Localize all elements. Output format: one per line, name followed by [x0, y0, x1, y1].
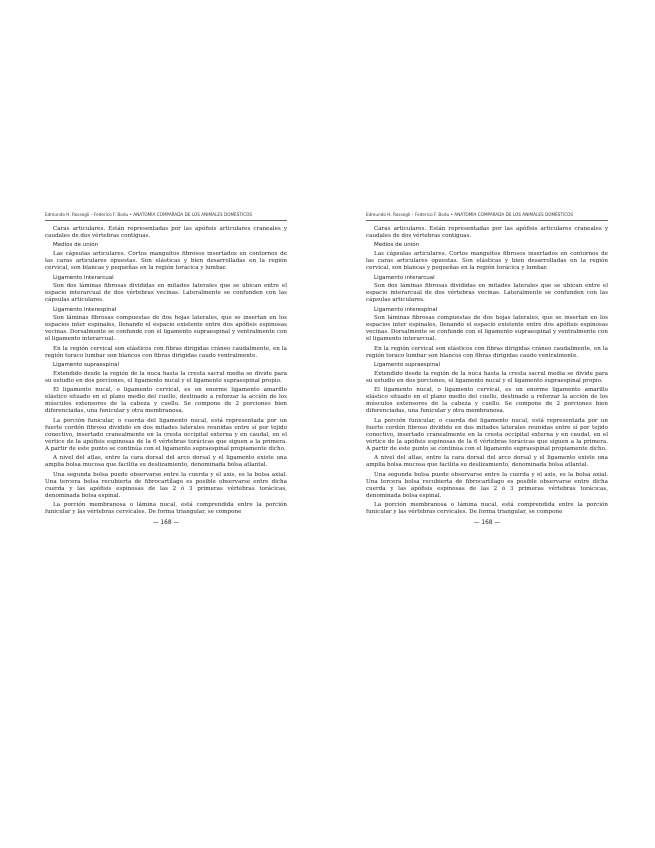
paragraph: La porción membranosa o lámina nucal, está comprendida entre la porción funicular y las vértebras cervicales. De forma triangular, se compone [45, 502, 287, 516]
paragraph: El ligamento nucal, o ligamento cervical, es un enorme ligamento amarillo elástico situado en el plano medio del cuello, destinado a reforzar la acción de los músculos extensores de la cabeza y cuello. Se compone de 2 porciones bien diferenciadas, una funicular y otra membranosa. [45, 387, 287, 415]
section-heading: Medios de unión [53, 242, 99, 249]
paragraph: Son dos láminas fibrosas divididas en mitades laterales que se ubican entre el espacio interarcual de dos vértebras vecinas. Lateralmente se confunden con las cápsulas articulares. [45, 283, 287, 304]
paragraph: El ligamento nucal, o ligamento cervical, es un enorme ligamento amarillo elástico situado en el plano medio del cuello, destinado a reforzar la acción de los músculos extensores de la cabeza y cuello. Se compone de 2 porciones bien diferenciadas, una funicular y otra membranosa. [366, 387, 608, 415]
right-page [366, 212, 608, 526]
page-body [45, 226, 287, 516]
paragraph: En la región cervical son elásticos con fibras dirigidas cráneo caudalmente, en la región toraco lumbar son blancos con fibras dirigidas caudo ventralmente. [366, 345, 608, 359]
paragraph: En la región cervical son elásticos con fibras dirigidas cráneo caudalmente, en la región toraco lumbar son blancos con fibras dirigidas caudo ventralmente. [45, 345, 287, 359]
section-heading: Ligamento supraespinal [374, 362, 441, 369]
section-heading: Ligamento interarcual [374, 274, 435, 281]
paragraph: Caras articulares. Están representadas por las apófisis articulares craneales y caudales de dos vértebras contiguas. [366, 226, 608, 240]
paragraph: Las cápsulas articulares. Cortos manguitos fibrosos insertados en contornos de las caras articulares opuestas. Son elásticas y bien desarrolladas en la región cervical, son blancas y pequeñas en la región torácica y lumbar. [366, 250, 608, 272]
page-body [366, 226, 608, 516]
section-heading: Ligamento interarcual [53, 274, 114, 281]
running-head: Edmundo H. Rossegli – Federico F. Bodu • ANATOMÍA COMPARADA DE LOS ANIMALES DOMÉSTICOS [366, 212, 608, 221]
paragraph: Una segunda bolsa puede observarse entre la cuerda y el axis, es la bolsa axial. Una tercera bolsa recubierta de fibrocartílago es posible observarse entre dicha cuerda y las apófisis espinosas de las 2 ó 3 primeras vértebras torácicas, denominada bolsa espinal. [366, 471, 608, 499]
paragraph: A nivel del atlas, entre la cara dorsal del arco dorsal y el ligamento existe una amplia bolsa mucosa que facilita su deslizamiento, denominada bolsa atlantal. [45, 455, 287, 469]
paragraph: La porción membranosa o lámina nucal, está comprendida entre la porción funicular y las vértebras cervicales. De forma triangular, se compone [366, 502, 608, 516]
paragraph: Caras articulares. Están representadas por las apófisis articulares craneales y caudales de dos vértebras contiguas. [45, 226, 287, 240]
page-number: — 168 — [473, 520, 501, 527]
section-heading: Ligamento interespinal [374, 306, 438, 313]
paragraph: Extendido desde la región de la nuca hasta la cresta sacral media se divide para su estudio en dos porciones, el ligamento nucal y el ligamento supraespinal propio. [45, 370, 287, 384]
running-head: Edmundo H. Rossegli – Federico F. Bodu • ANATOMÍA COMPARADA DE LOS ANIMALES DOMÉSTICOS [45, 212, 287, 221]
section-heading: Medios de unión [374, 242, 420, 249]
page-number: — 168 — [152, 520, 180, 527]
section-heading: Ligamento interespinal [53, 306, 117, 313]
paragraph: Son láminas fibrosas compuestas de dos hojas laterales, que se insertan en los espacios inter espinales, llenando el espacio existente entre dos apófisis espinosas vecinas. Dorsalmente se confunde con el ligamento supraespinal y ventralmente con el ligamento interarcual. [366, 315, 608, 343]
paragraph: Una segunda bolsa puede observarse entre la cuerda y el axis, es la bolsa axial. Una tercera bolsa recubierta de fibrocartílago es posible observarse entre dicha cuerda y las apófisis espinosas de las 2 ó 3 primeras vértebras torácicas, denominada bolsa espinal. [45, 471, 287, 499]
paragraph: Las cápsulas articulares. Cortos manguitos fibrosos insertados en contornos de las caras articulares opuestas. Son elásticas y bien desarrolladas en la región cervical, son blancas y pequeñas en la región torácica y lumbar. [45, 250, 287, 272]
left-page [45, 212, 287, 526]
paragraph: A nivel del atlas, entre la cara dorsal del arco dorsal y el ligamento existe una amplia bolsa mucosa que facilita su deslizamiento, denominada bolsa atlantal. [366, 455, 608, 469]
paragraph: Son láminas fibrosas compuestas de dos hojas laterales, que se insertan en los espacios inter espinales, llenando el espacio existente entre dos apófisis espinosas vecinas. Dorsalmente se confunde con el ligamento supraespinal y ventralmente con el ligamento interarcual. [45, 315, 287, 343]
paragraph: Extendido desde la región de la nuca hasta la cresta sacral media se divide para su estudio en dos porciones, el ligamento nucal y el ligamento supraespinal propio. [366, 370, 608, 384]
section-heading: Ligamento supraespinal [53, 362, 120, 369]
paragraph: La porción funicular, o cuerda del ligamento nucal, está representada por un fuerte cordón fibroso dividido en dos mitades laterales reunidas entre sí por tejido conectivo, insertado cranealmente en la cresta occipital externa y en caudal, en el vértice de la apófisis espinosas de la 6 vértebras torácicas que siguen a la primera. A partir de este punto se continúa con el ligamento supraespinal propiamente dicho. [366, 417, 608, 452]
paragraph: La porción funicular, o cuerda del ligamento nucal, está representada por un fuerte cordón fibroso dividido en dos mitades laterales reunidas entre sí por tejido conectivo, insertado cranealmente en la cresta occipital externa y en caudal, en el vértice de la apófisis espinosas de la 6 vértebras torácicas que siguen a la primera. A partir de este punto se continúa con el ligamento supraespinal propiamente dicho. [45, 417, 287, 452]
paragraph: Son dos láminas fibrosas divididas en mitades laterales que se ubican entre el espacio interarcual de dos vértebras vecinas. Lateralmente se confunden con las cápsulas articulares. [366, 283, 608, 304]
